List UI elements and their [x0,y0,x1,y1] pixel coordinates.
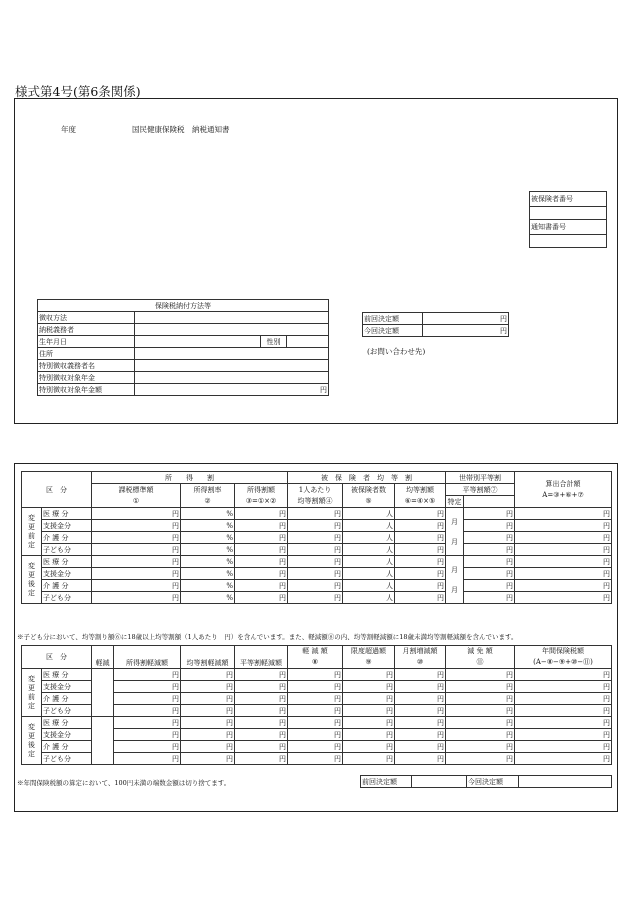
cell[interactable]: 人 [343,580,395,592]
cell[interactable]: 円 [515,544,612,556]
cell[interactable]: 円 [288,717,343,729]
cell[interactable]: 円 [288,568,343,580]
reduction-total-header: 軽 減 額 ⑧ [288,646,343,669]
cell[interactable]: 円 [515,508,612,520]
income-reduction-header: 所得割軽減額 [114,646,181,669]
specific-month[interactable]: 月 月 [446,556,464,604]
cell[interactable]: 円 [515,705,612,717]
after-change-label: 変更後定 [22,717,42,765]
cell[interactable]: 円 [464,592,515,604]
cell[interactable]: 円 [395,729,446,741]
equal-reduction-header: 均等割軽減額 [181,646,235,669]
row-label: 介 護 分 [42,741,92,753]
row-label: 子ども分 [42,753,92,765]
cell[interactable]: 円 [181,681,235,693]
cell[interactable]: 円 [515,753,612,765]
cell[interactable]: 円 [515,568,612,580]
row-label: 医 療 分 [42,508,92,520]
equal-levy-header: 均等割額 ⑥=④×⑤ [395,484,446,508]
cell[interactable]: 円 [464,568,515,580]
row-label: 介 護 分 [42,532,92,544]
cell[interactable]: 円 [395,717,446,729]
rounding-note: ※年間保険税額の算定において、100円未満の端数金額は切り捨てます。 [17,779,231,787]
cell[interactable]: 円 [343,741,395,753]
row-label: 支援金分 [42,520,92,532]
cell[interactable]: 円 [92,532,181,544]
cell[interactable]: 円 [114,693,181,705]
cell[interactable]: 円 [288,729,343,741]
cell[interactable]: 円 [288,592,343,604]
cell[interactable]: 円 [235,669,288,681]
notice-number-field[interactable] [530,235,607,248]
specific-header: 特定 [447,497,462,506]
cell[interactable]: 円 [235,556,288,568]
insured-number-field[interactable] [530,207,607,220]
flat-reduction-header: 平等割軽減額 [235,646,288,669]
cell[interactable]: 円 [288,705,343,717]
cell[interactable]: 円 [235,753,288,765]
curr-amount-label: 今回決定額 [467,776,519,788]
cell[interactable]: 円 [114,669,181,681]
flat-levy-header: 平等割額⑦ [446,484,515,496]
cell[interactable]: 円 [343,669,395,681]
cell[interactable]: 円 [235,681,288,693]
cell[interactable]: 人 [343,556,395,568]
cell[interactable]: 円 [464,532,515,544]
after-change-label: 変更後定 [22,556,42,604]
cell[interactable]: 円 [288,544,343,556]
cell[interactable]: 円 [343,729,395,741]
cell[interactable]: 円 [92,592,181,604]
id-number-box [529,191,607,248]
gender-field[interactable] [287,336,329,348]
payment-row-field[interactable] [135,372,329,384]
cell[interactable]: 円 [515,741,612,753]
cell[interactable]: 人 [343,532,395,544]
cell[interactable]: 円 [181,705,235,717]
cell[interactable]: 人 [343,520,395,532]
cell[interactable]: 円 [515,681,612,693]
year-label: 年度 [61,125,76,134]
row-label: 支援金分 [42,681,92,693]
cell[interactable]: 円 [464,508,515,520]
pension-amount-field[interactable]: 円 [135,384,329,396]
cell[interactable]: 円 [92,544,181,556]
keigen-cell[interactable] [92,717,114,765]
reduction-table [21,645,612,765]
cell[interactable]: 人 [343,592,395,604]
cell[interactable]: 円 [343,693,395,705]
cell[interactable]: 円 [114,681,181,693]
limit-excess-header: 限度超過額 ⑨ [343,646,395,669]
cell[interactable]: 円 [235,532,288,544]
decided-amount-footer [360,775,612,788]
payment-row-label: 住所 [38,348,135,360]
cell[interactable]: 円 [395,681,446,693]
kubun-header: 区 分 [22,472,92,508]
payment-method-table [37,299,329,396]
cell[interactable]: 円 [288,532,343,544]
payment-row-label: 納税義務者 [38,324,135,336]
cell[interactable]: 円 [288,520,343,532]
cell[interactable]: 円 [235,580,288,592]
cell[interactable]: 円 [92,520,181,532]
row-label: 医 療 分 [42,717,92,729]
row-label: 子ども分 [42,544,92,556]
cell[interactable]: 円 [114,717,181,729]
cell[interactable]: 円 [235,508,288,520]
cell[interactable]: 円 [92,568,181,580]
cell[interactable]: 円 [288,508,343,520]
calculated-total-header: 算出合計額 A=③+⑥+⑦ [515,472,612,508]
cell[interactable]: 円 [515,592,612,604]
keigen-cell[interactable] [92,669,114,717]
row-label: 支援金分 [42,568,92,580]
kubun-header: 区 分 [22,646,92,669]
payment-row-field[interactable] [135,312,329,324]
row-label: 介 護 分 [42,580,92,592]
cell[interactable]: 円 [235,544,288,556]
cell[interactable]: 円 [288,741,343,753]
cell[interactable]: 円 [515,717,612,729]
inquiry-label: (お問い合わせ先) [367,347,426,356]
cell[interactable]: 円 [114,753,181,765]
cell[interactable]: 円 [395,669,446,681]
insured-number-label: 被保険者番号 [530,192,607,207]
cell[interactable]: 円 [114,729,181,741]
cell[interactable]: 円 [515,532,612,544]
document-title: 国民健康保険税 納税通知書 [132,125,230,134]
cell[interactable]: 円 [395,753,446,765]
cell[interactable]: 人 [343,568,395,580]
before-change-label: 変更前定 [22,669,42,717]
cell[interactable]: 円 [515,729,612,741]
payment-row-field[interactable] [135,348,329,360]
cell[interactable]: % [181,520,235,532]
cell[interactable]: % [181,580,235,592]
row-label: 子ども分 [42,705,92,717]
cell[interactable]: 円 [235,520,288,532]
cell[interactable]: 円 [395,705,446,717]
curr-amount-label: 今回決定額 [363,325,423,337]
keigen-header: 軽減 [92,646,114,669]
cell[interactable]: 円 [395,520,446,532]
curr-amount-value[interactable]: 円 [423,325,509,337]
cell[interactable]: 円 [446,741,515,753]
cell[interactable]: 円 [343,705,395,717]
specific-month[interactable]: 月 月 [446,508,464,556]
cell[interactable]: 円 [181,741,235,753]
payment-row-field[interactable] [135,360,329,372]
row-label: 子ども分 [42,592,92,604]
cell[interactable]: 円 [395,580,446,592]
before-change-label: 変更前定 [22,508,42,556]
insured-count-header: 被保険者数 ⑤ [343,484,395,508]
cell[interactable]: 円 [288,693,343,705]
decided-amount-table [362,312,509,337]
cell[interactable]: 円 [288,753,343,765]
cell[interactable]: 円 [181,753,235,765]
row-label: 介 護 分 [42,693,92,705]
cell[interactable]: 円 [114,741,181,753]
cell[interactable]: 円 [446,693,515,705]
cell[interactable]: 円 [395,544,446,556]
cell[interactable]: 円 [395,508,446,520]
cell[interactable]: 円 [181,669,235,681]
cell[interactable]: 人 [343,508,395,520]
cell[interactable]: 円 [395,556,446,568]
cell[interactable]: 円 [464,556,515,568]
cell[interactable]: 円 [446,729,515,741]
taxable-base-header: 課税標準額 ① [92,484,181,508]
cell[interactable]: 円 [114,705,181,717]
cell[interactable]: 円 [515,520,612,532]
prev-amount-value[interactable]: 円 [423,313,509,325]
cell[interactable]: 円 [395,568,446,580]
cell[interactable]: 円 [446,705,515,717]
cell[interactable]: 円 [515,556,612,568]
cell[interactable]: 円 [446,717,515,729]
notice-top-section [14,98,618,424]
cell[interactable]: 円 [235,693,288,705]
row-label: 医 療 分 [42,669,92,681]
cell[interactable]: 円 [395,693,446,705]
cell[interactable]: % [181,556,235,568]
form-title: 様式第4号(第6条関係) [15,84,141,99]
cell[interactable]: % [181,508,235,520]
cell[interactable]: 円 [288,556,343,568]
cell[interactable]: 円 [235,717,288,729]
cell[interactable]: % [181,544,235,556]
annual-tax-header: 年間保険税額 (A−⑧−⑨+⑩−⑪) [515,646,612,669]
cell[interactable]: 円 [343,681,395,693]
notice-number-label: 通知書番号 [530,220,607,235]
cell[interactable]: 円 [235,568,288,580]
cell[interactable]: 円 [92,556,181,568]
children-share-note: ※子ども分において、均等割り額⑥に18歳以上均等割額（1人あたり 円）を含んでいます。また、軽減額⑧の内、均等割軽減額に18歳未満均等割軽減額を含んでいます。 [17,633,518,641]
household-levy-header: 世帯別平等割 [446,472,515,484]
cell[interactable]: 円 [464,580,515,592]
cell[interactable]: % [181,532,235,544]
row-label: 医 療 分 [42,556,92,568]
cell[interactable]: 円 [288,580,343,592]
income-amount-header: 所得割額 ③=①×② [235,484,288,508]
row-label: 支援金分 [42,729,92,741]
cell[interactable]: 円 [181,717,235,729]
cell[interactable]: 円 [395,741,446,753]
cell[interactable]: 円 [235,741,288,753]
prev-amount-label: 前回決定額 [361,776,412,788]
prev-amount-label: 前回決定額 [363,313,423,325]
cell[interactable]: 円 [288,681,343,693]
per-capita-levy-header: 被 保 険 者 均 等 割 [288,472,446,484]
cell[interactable]: 円 [181,729,235,741]
payment-method-header: 保険税納付方法等 [38,300,329,312]
per-person-header: 1人あたり 均等割額④ [288,484,343,508]
income-levy-header: 所 得 割 [92,472,288,484]
payment-row-label: 特別徴収対象年金額 [38,384,135,396]
cell[interactable]: 円 [343,753,395,765]
tax-calculation-section [14,463,618,812]
prev-amount-value[interactable] [412,776,467,788]
cell[interactable]: 円 [464,544,515,556]
cell[interactable]: % [181,592,235,604]
cell[interactable]: % [181,568,235,580]
calculation-table [21,471,612,604]
income-rate-header: 所得割率 ② [181,484,235,508]
payment-row-label: 特別徴収対象年金 [38,372,135,384]
cell[interactable]: 円 [288,669,343,681]
payment-row-field[interactable] [135,324,329,336]
cell[interactable]: 円 [343,717,395,729]
cell[interactable]: 円 [395,592,446,604]
blank-cell [464,496,515,508]
payment-row-label: 生年月日 [38,336,135,348]
cell[interactable]: 円 [446,681,515,693]
birthdate-field[interactable] [135,336,261,348]
curr-amount-value[interactable] [519,776,612,788]
monthly-adjust-header: 月割増減額 ⑩ [395,646,446,669]
cell[interactable]: 円 [235,592,288,604]
cell[interactable]: 人 [343,544,395,556]
payment-row-label: 特別徴収義務者名 [38,360,135,372]
cell[interactable]: 円 [92,580,181,592]
cell[interactable]: 円 [235,729,288,741]
cell[interactable]: 円 [515,580,612,592]
cell[interactable]: 円 [92,508,181,520]
cell[interactable]: 円 [446,753,515,765]
payment-row-label: 徴収方法 [38,312,135,324]
gender-label: 性別 [261,336,287,348]
cell[interactable]: 円 [515,669,612,681]
cell[interactable]: 円 [515,693,612,705]
cell[interactable]: 円 [395,532,446,544]
cell[interactable]: 円 [181,693,235,705]
cell[interactable]: 円 [446,669,515,681]
cell[interactable]: 円 [464,520,515,532]
exemption-header: 減 免 額 ⑪ [446,646,515,669]
cell[interactable]: 円 [235,705,288,717]
